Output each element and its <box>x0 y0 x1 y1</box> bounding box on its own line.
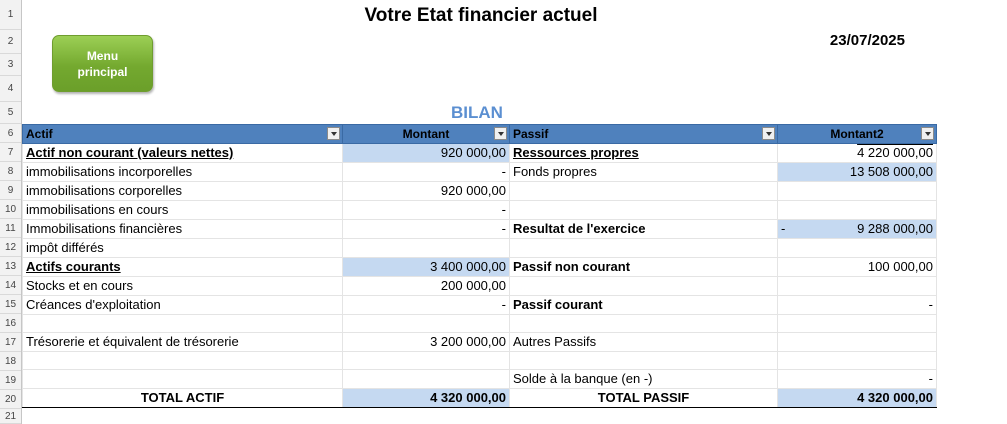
montant-cell[interactable]: 3 200 000,00 <box>343 333 510 352</box>
row-number[interactable]: 5 <box>0 102 21 124</box>
header-montant2[interactable]: Montant2 <box>778 125 937 144</box>
row-number[interactable]: 15 <box>0 295 21 314</box>
actif-cell[interactable] <box>23 370 343 389</box>
montant2-cell[interactable] <box>778 352 937 370</box>
actif-cell[interactable] <box>23 352 343 370</box>
table-row <box>23 144 937 163</box>
actif-cell[interactable]: Immobilisations financières <box>23 220 343 239</box>
passif-cell[interactable]: Fonds propres <box>510 163 778 182</box>
montant2-cell[interactable]: - <box>778 296 937 315</box>
actif-cell[interactable]: immobilisations incorporelles <box>23 163 343 182</box>
row-number[interactable]: 18 <box>0 352 21 371</box>
header-passif[interactable]: Passif <box>510 125 778 144</box>
row-number[interactable]: 12 <box>0 238 21 257</box>
table-row <box>23 163 937 182</box>
balance-sheet-table <box>22 124 937 408</box>
row-number[interactable]: 19 <box>0 371 21 390</box>
total-row <box>23 389 937 408</box>
montant2-cell[interactable] <box>778 315 937 333</box>
montant-cell[interactable]: 920 000,00 <box>343 144 510 163</box>
montant-cell[interactable]: 3 400 000,00 <box>343 258 510 277</box>
row-number[interactable]: 11 <box>0 219 21 238</box>
actif-cell[interactable]: Actifs courants <box>23 258 343 277</box>
passif-cell[interactable]: Passif courant <box>510 296 778 315</box>
section-title: BILAN <box>451 103 503 122</box>
montant-cell[interactable] <box>343 239 510 258</box>
table-row <box>23 277 937 296</box>
row-number[interactable]: 6 <box>0 124 21 143</box>
actif-cell[interactable]: immobilisations corporelles <box>23 182 343 201</box>
passif-cell[interactable]: Ressources propres <box>510 144 778 163</box>
actif-cell[interactable]: immobilisations en cours <box>23 201 343 220</box>
row-number[interactable]: 8 <box>0 162 21 181</box>
table-row <box>23 333 937 352</box>
row-number[interactable]: 13 <box>0 257 21 276</box>
montant-cell[interactable]: 920 000,00 <box>343 182 510 201</box>
montant2-cell[interactable]: - 9 288 000,00 <box>778 220 937 239</box>
passif-cell[interactable] <box>510 182 778 201</box>
montant2-cell[interactable] <box>778 277 937 296</box>
header-montant[interactable]: Montant <box>343 125 510 144</box>
montant2-cell[interactable] <box>778 239 937 258</box>
total-actif-label[interactable]: TOTAL ACTIF <box>23 389 343 408</box>
passif-cell[interactable]: Resultat de l'exercice <box>510 220 778 239</box>
montant2-cell[interactable]: 100 000,00 <box>778 258 937 277</box>
header-row <box>23 125 937 144</box>
negative-sign: - <box>781 221 786 236</box>
montant-cell[interactable]: - <box>343 201 510 220</box>
total-passif-label[interactable]: TOTAL PASSIF <box>510 389 778 408</box>
row-number[interactable]: 14 <box>0 276 21 295</box>
passif-cell[interactable]: Passif non courant <box>510 258 778 277</box>
montant-cell[interactable] <box>343 370 510 389</box>
row-number[interactable]: 7 <box>0 143 21 162</box>
passif-cell[interactable]: Autres Passifs <box>510 333 778 352</box>
passif-cell[interactable] <box>510 239 778 258</box>
row-number[interactable]: 17 <box>0 333 21 352</box>
total-passif-value[interactable]: 4 320 000,00 <box>778 389 937 408</box>
main-menu-button[interactable]: Menu principal <box>52 35 153 92</box>
montant2-cell[interactable] <box>778 333 937 352</box>
montant-cell[interactable]: - <box>343 163 510 182</box>
montant-cell[interactable]: 200 000,00 <box>343 277 510 296</box>
row-number[interactable]: 4 <box>0 76 21 102</box>
montant2-cell[interactable]: - <box>778 370 937 389</box>
current-date: 23/07/2025 <box>829 32 905 49</box>
table-row <box>23 370 937 389</box>
actif-cell[interactable]: Stocks et en cours <box>23 277 343 296</box>
actif-cell[interactable]: impôt différés <box>23 239 343 258</box>
table-row <box>23 220 937 239</box>
actif-cell[interactable]: Trésorerie et équivalent de trésorerie <box>23 333 343 352</box>
row-number[interactable]: 2 <box>0 30 21 54</box>
actif-cell[interactable]: Actif non courant (valeurs nettes) <box>23 144 343 163</box>
montant2-cell[interactable] <box>778 201 937 220</box>
montant-cell[interactable]: - <box>343 220 510 239</box>
passif-cell[interactable] <box>510 352 778 370</box>
passif-cell[interactable] <box>510 201 778 220</box>
page-title: Votre Etat financier actuel <box>364 5 598 26</box>
montant2-cell[interactable]: 4 220 000,00 <box>778 144 937 163</box>
table-row <box>23 352 937 370</box>
table-row <box>23 315 937 333</box>
filter-dropdown-icon[interactable] <box>921 127 934 140</box>
table-row <box>23 258 937 277</box>
montant2-cell[interactable]: 13 508 000,00 <box>778 163 937 182</box>
row-number[interactable]: 1 <box>0 0 21 30</box>
table-row <box>23 239 937 258</box>
row-number[interactable]: 10 <box>0 200 21 219</box>
row-header-column <box>0 0 22 424</box>
actif-cell[interactable] <box>23 315 343 333</box>
row-number[interactable]: 16 <box>0 314 21 333</box>
row-number[interactable]: 3 <box>0 54 21 76</box>
filter-dropdown-icon[interactable] <box>762 127 775 140</box>
filter-dropdown-icon[interactable] <box>327 127 340 140</box>
actif-cell[interactable]: Créances d'exploitation <box>23 296 343 315</box>
passif-cell[interactable]: Solde à la banque (en -) <box>510 370 778 389</box>
table-row <box>23 182 937 201</box>
table-row <box>23 201 937 220</box>
passif-cell[interactable] <box>510 277 778 296</box>
row-number[interactable]: 9 <box>0 181 21 200</box>
header-actif[interactable]: Actif <box>23 125 343 144</box>
passif-cell[interactable] <box>510 315 778 333</box>
row-number[interactable]: 21 <box>0 409 21 424</box>
table-row <box>23 296 937 315</box>
montant-cell[interactable]: - <box>343 296 510 315</box>
filter-dropdown-icon[interactable] <box>494 127 507 140</box>
montant-cell[interactable] <box>343 315 510 333</box>
montant-cell[interactable] <box>343 352 510 370</box>
montant2-cell[interactable] <box>778 182 937 201</box>
row-number[interactable]: 20 <box>0 390 21 409</box>
total-actif-value[interactable]: 4 320 000,00 <box>343 389 510 408</box>
